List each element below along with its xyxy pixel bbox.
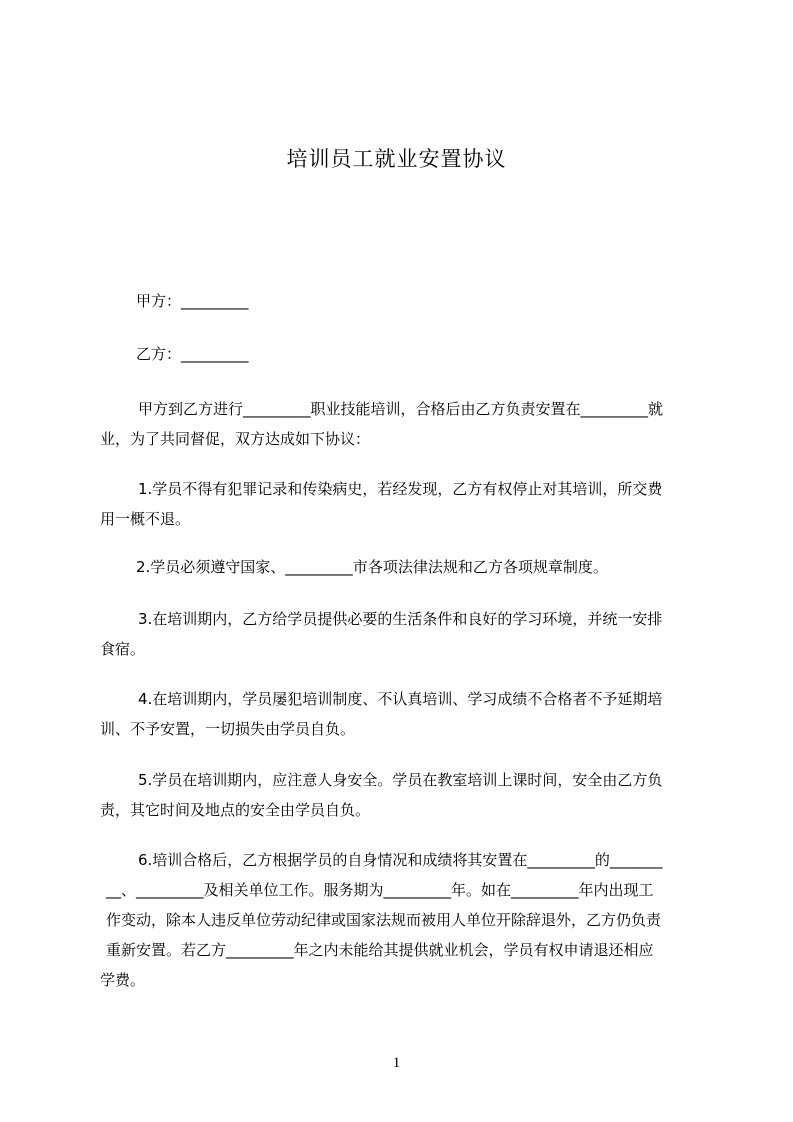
intro-paragraph: [100, 394, 700, 454]
document-title: 培训员工就业安置协议: [286, 147, 507, 171]
party-b-line: 乙方：_________: [136, 345, 249, 363]
clause-6-line-2: __、_________及相关单位工作。服务期为_________年。如在_________年内出现工: [106, 881, 654, 899]
intro-line-2: 业，为了共同督促，双方达成如下协议：: [100, 430, 371, 448]
clause-2: [100, 552, 700, 582]
clause-1-line-1: 1.学员不得有犯罪记录和传染病史，若经发现，乙方有权停止对其培训，所交费: [138, 480, 663, 498]
clause-2-line-1: 2.学员必须遵守国家、_________市各项法律法规和乙方各项规章制度。: [136, 558, 608, 576]
clause-6-line-1: 6.培训合格后，乙方根据学员的自身情况和成绩将其安置在_________的_______: [138, 851, 663, 869]
clause-1: [100, 474, 700, 534]
clause-4: [100, 684, 700, 744]
intro-line-1: 甲方到乙方进行_________职业技能培训，合格后由乙方负责安置在_________就: [138, 400, 664, 418]
clause-3-line-1: 3.在培训期内，乙方给学员提供必要的生活条件和良好的学习环境，并统一安排: [138, 610, 663, 628]
clause-3-line-2: 食宿。: [100, 640, 146, 658]
clause-5-line-2: 责，其它时间及地点的安全由学员自负。: [100, 801, 371, 819]
clause-6: [100, 845, 700, 995]
clause-4-line-1: 4.在培训期内，学员屡犯培训制度、不认真培训、学习成绩不合格者不予延期培: [138, 690, 663, 708]
clause-5-line-1: 5.学员在培训期内，应注意人身安全。学员在教室培训上课时间，安全由乙方负: [138, 771, 663, 789]
clause-6-line-5: 学费。: [100, 971, 146, 989]
clause-1-line-2: 用一概不退。: [100, 510, 191, 528]
clause-3: [100, 604, 700, 664]
clause-6-line-4: 重新安置。若乙方_________年之内未能给其提供就业机会，学员有权申请退还相应: [106, 941, 654, 959]
party-a-line: 甲方：_________: [136, 292, 249, 310]
clause-6-line-3: 作变动，除本人违反单位劳动纪律或国家法规而被用人单位开除辞退外，乙方仍负责: [106, 911, 662, 929]
page-number: 1: [392, 1055, 401, 1071]
clause-5: [100, 765, 700, 825]
clause-4-line-2: 训、不予安置，一切损失由学员自负。: [100, 720, 356, 738]
